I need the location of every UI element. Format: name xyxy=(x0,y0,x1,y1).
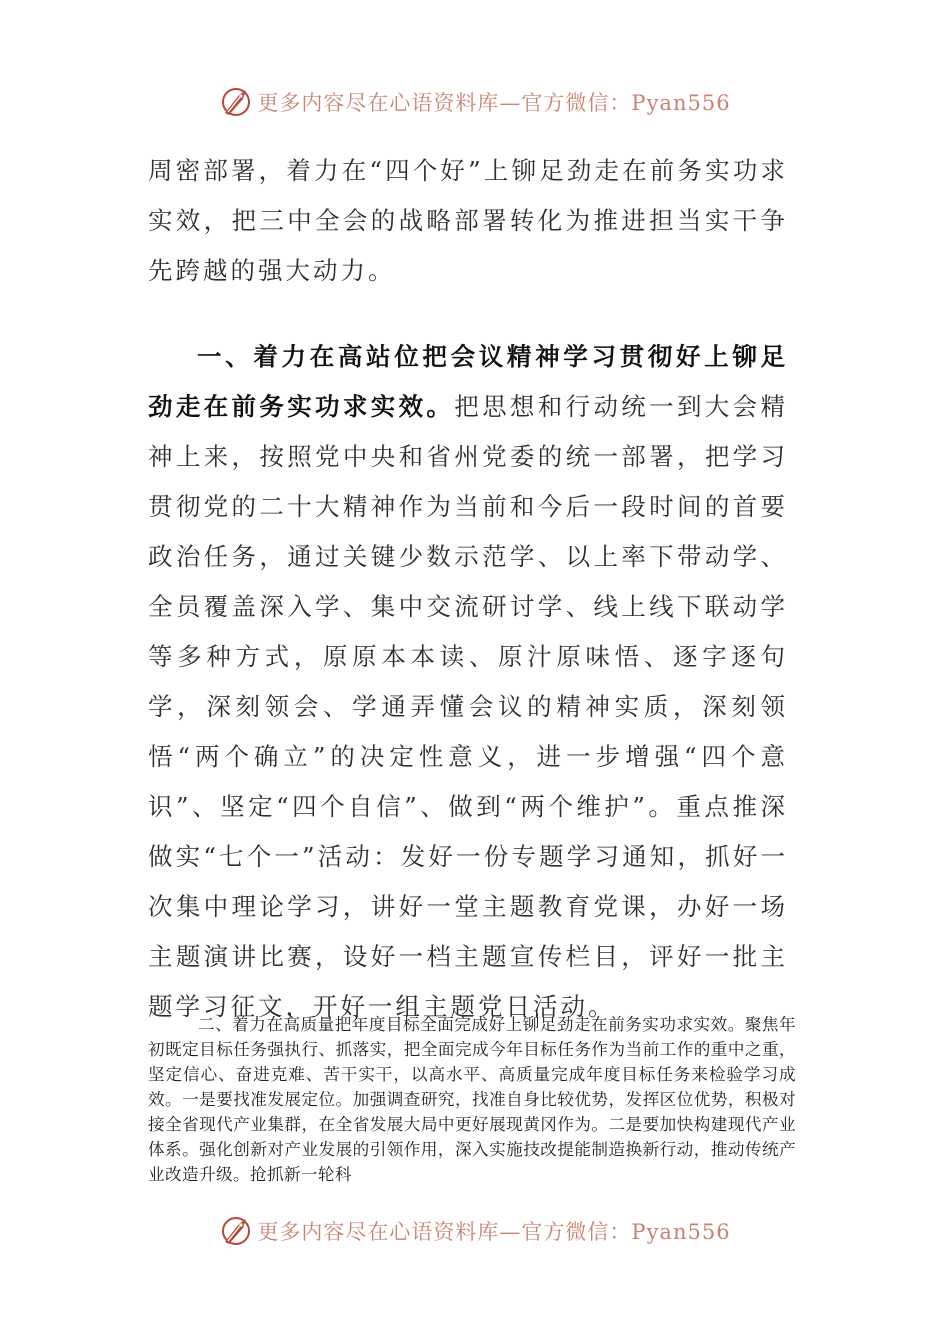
footer-banner-text: 更多内容尽在心语资料库—官方微信：Pyan556 xyxy=(257,1220,731,1244)
section-body-1: 把思想和行动统一到大会精神上来，按照党中央和省州党委的统一部署，把学习贯彻党的二十大精神作为当前和今后一段时间的首要政治任务，通过关键少数示范学、以上率下带动学、全员覆盖深入学、集中交流研讨学、线上线下联动学等多种方式，原原本本读、原汁原味悟、逐字逐句学，深刻领会、学通弄懂会议的精神实质，深刻领悟“两个确立”的决定性意义，进一步增强“四个意识”、坚定“四个自信”、做到“两个维护”。重点推深做实“七个一”活动：发好一份专题学习通知，抓好一次集中理论学习，讲好一堂主题教育党课，办好一场主题演讲比赛，设好一档主题宣传栏目，评好一批主题学习征文，开好一组主题党日活动。 xyxy=(148,392,788,1021)
footer-banner xyxy=(0,1211,950,1251)
pen-nib-logo-icon xyxy=(219,85,253,119)
body-paragraph-1: 周密部署，着力在“四个好”上铆足劲走在前务实功求实效，把三中全会的战略部署转化为推进担当实干争先跨越的强大动力。 xyxy=(148,156,788,285)
section-heading-1: 一、着力在高站位把会议精神学习贯彻好上铆足劲走在前务实功求实效。 xyxy=(148,342,788,421)
body-paragraph-3: 二、着力在高质量把年度目标全面完成好上铆足劲走在前务实功求实效。聚焦年初既定目标任务强执行、抓落实，把全面完成今年目标任务作为当前工作的重中之重，坚定信心、奋进克难、苦干实干，以高水平、高质量完成年度目标任务来检验学习成效。一是要找准发展定位。加强调查研究，找准自身比较优势，发挥区位优势，积极对接全省现代产业集群，在全省发展大局中更好展现黄冈作为。二是要加快构建现代产业体系。强化创新对产业发展的引领作用，深入实施技改提能制造换新行动，推动传统产业改造升级。抢抓新一轮科 xyxy=(148,1015,796,1184)
body-paragraph-2 xyxy=(148,332,788,1032)
header-banner xyxy=(0,82,950,122)
header-banner-text: 更多内容尽在心语资料库—官方微信：Pyan556 xyxy=(257,91,731,115)
pen-nib-logo-icon xyxy=(219,1214,253,1248)
